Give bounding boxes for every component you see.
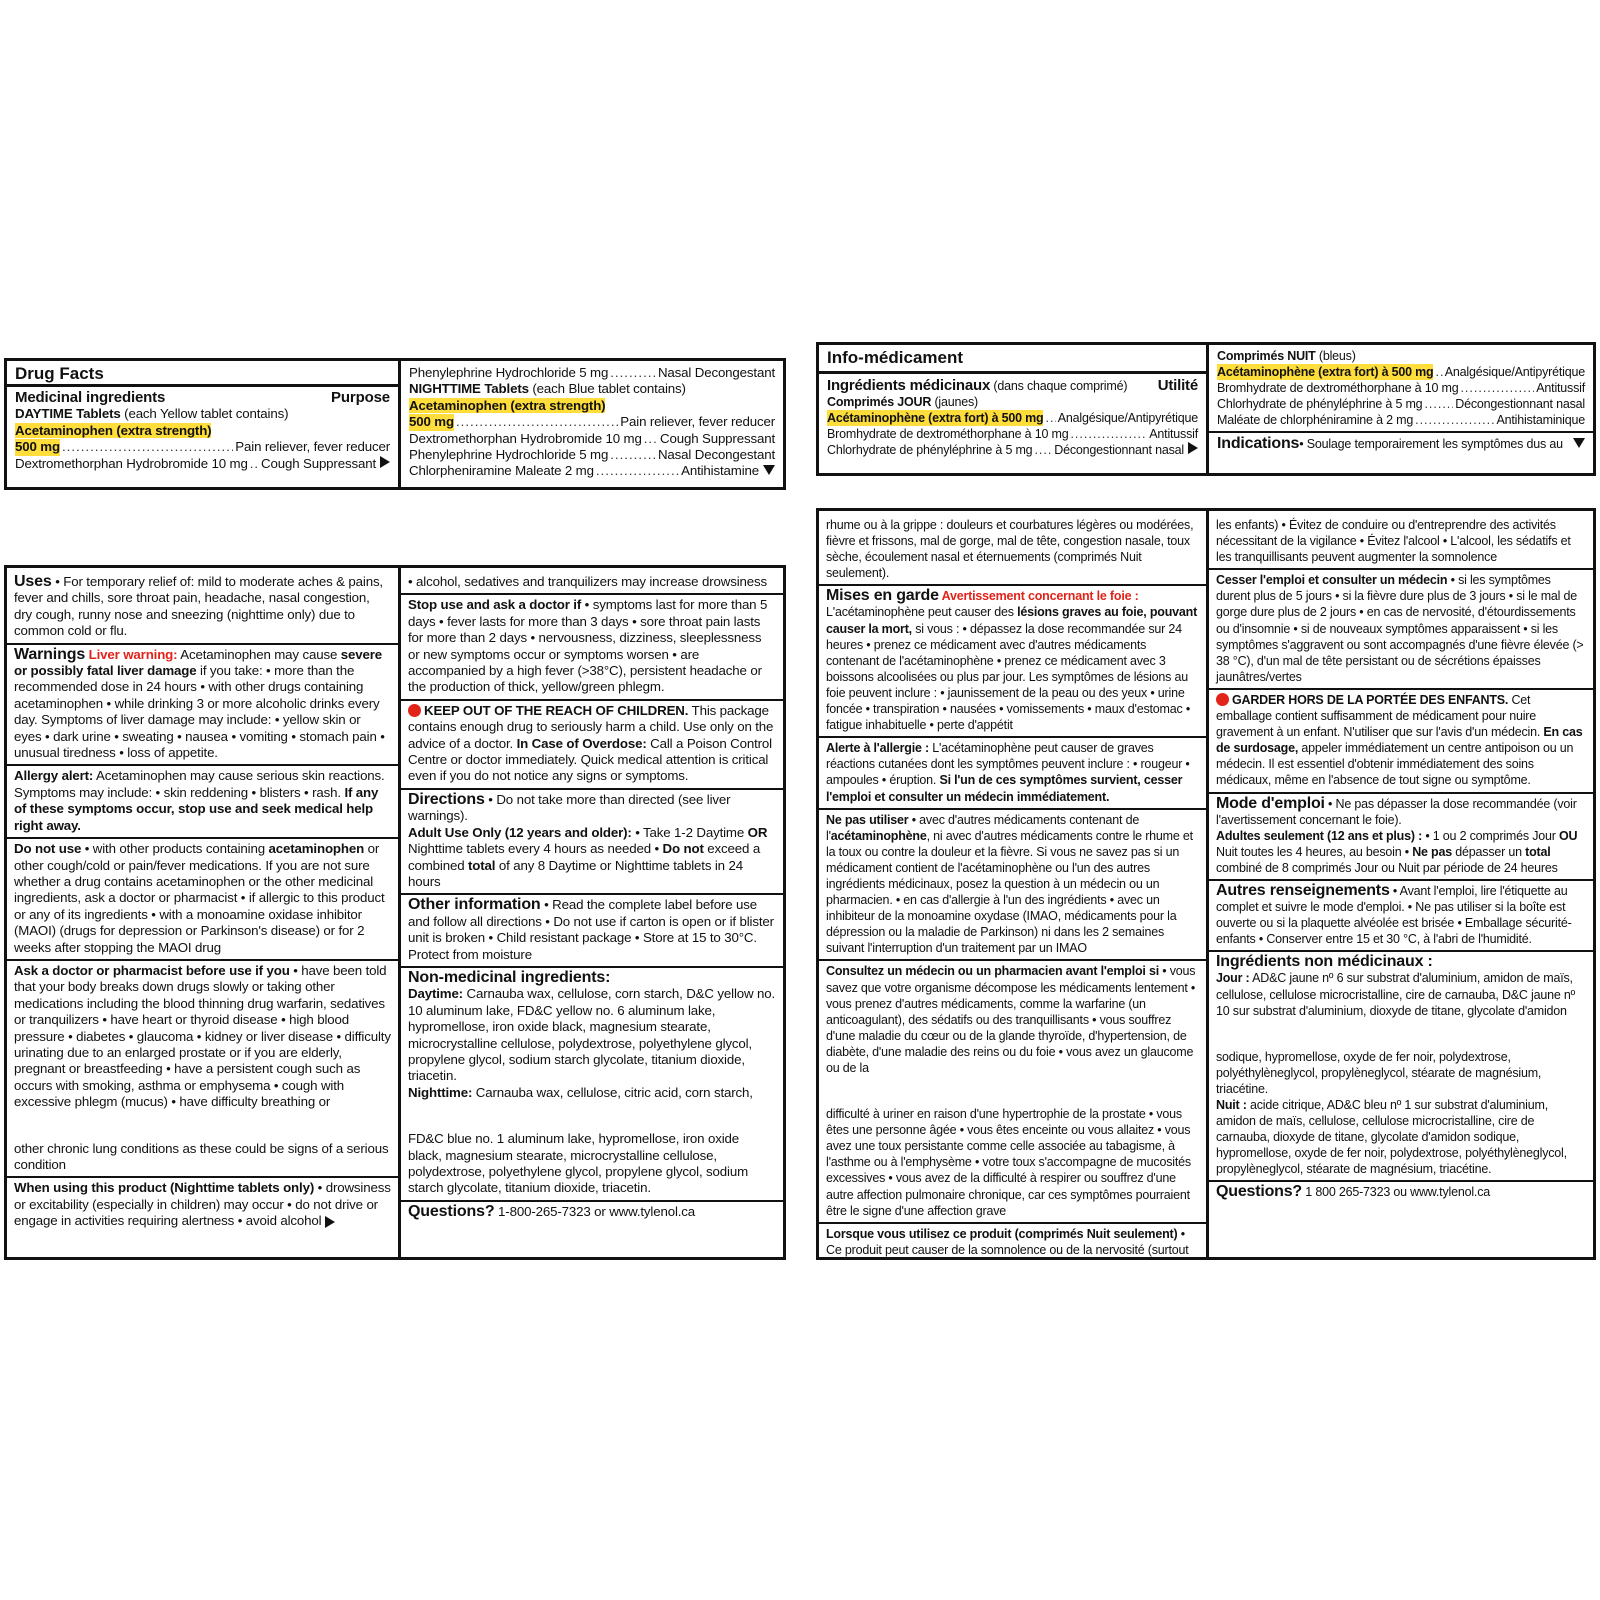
fr-mises-heading: Mises en garde [826, 587, 939, 605]
when-heading: When using this product (Nighttime tablets only) [14, 1180, 315, 1196]
fr-top-left [819, 345, 1206, 473]
daytime-sub: (each Yellow tablet contains) [120, 406, 289, 422]
warnings-heading: Warnings [14, 645, 86, 663]
stop-text: • symptoms last for more than 5 days • fever lasts for more than 3 days • sore throat pain lasts for more than 2 days • nervousness, dizziness, sleeplessness or new symptoms occur or symptoms worsen • are accompanied by a high fever (>38°C), persistent headache or the production of thick, yellow/green phlegm. [408, 597, 768, 695]
med-ingredients-heading: Medicinal ingredients [15, 389, 166, 406]
en-main-right [398, 568, 783, 1257]
fr-garder-bold: En cas de surdosage, [1216, 725, 1583, 756]
fr-analg-night: Analgésique/Antipyrétique [1444, 365, 1585, 380]
fr-alerte-text: L'acétaminophène peut causer de graves réactions cutanées dont les symptômes peuvent inclure : • rougeur • ampoules • éruption. [826, 741, 1190, 788]
do-not-use-heading: Do not use [14, 841, 82, 857]
fr-questions-section [1209, 1182, 1593, 1203]
fr-purpose-heading: Utilité [1157, 377, 1198, 394]
fr-alerte-bold: Si l'un de ces symptômes survient, cesser l'emploi et consulter un médecin immédiatement. [826, 773, 1183, 804]
drug-facts-title: Drug Facts [15, 364, 104, 383]
liver-text-1: Acetaminophen may cause [177, 646, 341, 662]
dir-or: OR [747, 824, 768, 840]
liver-bold: severe or possibly fatal liver damage [14, 646, 383, 679]
acetaminophen-highlight: Acetaminophen (extra strength) [15, 422, 212, 438]
fr-lorsque-text: • Ce produit peut causer de la somnolence ou de la nervosité (surtout [826, 1226, 1189, 1257]
fr-jour-text-2: sodique, hypromellose, oxyde de fer noir, polydextrose, polyéthylèneglycol, propylèneglycol, stéarate de magnésium, triacétine. [1216, 1049, 1542, 1096]
fr-dex: Bromhydrate de dextrométhorphane à 10 mg [827, 427, 1069, 442]
uses-text: • For temporary relief of: mild to moderate aches & pains, fever and chills, sore throat pain, headache, nasal congestion, dry cough, runny nose and sneezing (nighttime only) due to common cold or flu. [14, 574, 383, 639]
warnings-section [7, 645, 398, 767]
fr-top-panel [816, 342, 1596, 476]
ask-heading: Ask a doctor or pharmacist before use if you [14, 962, 290, 978]
fr-garder-heading: GARDER HORS DE LA PORTÉE DES ENFANTS. [1232, 692, 1509, 707]
dir-text-1: • Do not take more than directed (see liver warnings). [408, 791, 731, 824]
non-medicinal-section [401, 968, 783, 1202]
fr-cesser-text: • si les symptômes durent plus de 5 jours • si la fièvre dure plus de 3 jours • si le mal de gorge dure plus de 2 jours • en cas de nervosité, d'étourdissements ou d'insomnie • si de nouveaux symptômes apparaissent • si les symptômes s'aggravent ou sont accompagnés d'une fièvre élevée (> 38 °C), d'un mal de tête persistant ou de sécrétions épaisses jaunâtres/vertes [1216, 573, 1584, 684]
dnu-bold: acetaminophen [268, 841, 365, 857]
dnu-text-1: • with other products containing [81, 841, 269, 857]
purpose-antihist: Antihistamine [681, 463, 759, 479]
daytime-heading: Daytime: [408, 986, 463, 1002]
fr-lorsque-heading: Lorsque vous utilisez ce produit (comprimés Nuit seulement) [826, 1226, 1178, 1241]
fr-antitus-night: Antitussif [1536, 381, 1585, 396]
ingredient-dex-night: Dextromethorphan Hydrobromide 10 mg [409, 430, 642, 446]
fr-med-sub: (dans chaque comprimé) [990, 379, 1128, 393]
fr-analg: Analgésique/Antipyrétique [1057, 411, 1198, 426]
fr-garder-2: appeler immédiatement un centre antipoison ou un médecin. Il est essentiel d'obtenir immédiatement des soins médicaux, même en l'absence de tout signe ou symptôme. [1216, 741, 1574, 788]
fr-main-right [1206, 511, 1593, 1257]
fr-mode-ou: OU [1558, 828, 1578, 843]
purpose-cough-night: Cough Suppressant [660, 430, 775, 446]
fr-autres-section [1209, 881, 1593, 952]
fr-jour-label: Comprimés JOUR [827, 395, 932, 410]
en-top-right [398, 361, 783, 487]
nighttime-label: NIGHTTIME Tablets [409, 381, 529, 397]
arrow-right-icon [380, 456, 390, 468]
fr-dex-night: Bromhydrate de dextrométhorphane à 10 mg [1217, 381, 1459, 396]
other-heading: Other information [408, 896, 541, 914]
fr-consultez-1: • vous savez que votre organisme décompose les médicaments lentement • vous prenez d'autres médicaments, comme la warfarine (un anticoagulant), des sédatifs ou des tranquillisants • vous souffrez d'une maladie du cœur ou de la glande thyroïde, d'hypertension, de diabète, d'une maladie des reins ou du foie • vous avez un glaucome ou de la [826, 964, 1196, 1075]
keep-text-2: Call a Poison Control Centre or doctor immediately. Quick medical attention is critical even if you do not notice any signs or symptoms. [408, 735, 772, 784]
fr-garder-section [1209, 690, 1593, 794]
purpose-pain-night: Pain reliever, fever reducer [620, 414, 775, 430]
fr-mode-heading: Mode d'emploi [1216, 794, 1325, 812]
daytime-label: DAYTIME Tablets [15, 406, 121, 422]
fr-npu-section [819, 810, 1206, 962]
arrow-right-icon-2 [325, 1216, 335, 1228]
fr-foie-2: si vous : • dépassez la dose recommandée sur 24 heures • prenez ce médicament avec d'autres médicaments contenant de l'acétaminophène • prenez ce médicament avec 3 boissons alcoolisées ou plus par jour. Les symptômes de lésions au foie peuvent inclure : • jaunissement de la peau ou des yeux • urine foncée • transpiration • nausées • vomissements • maux d'estomac • fatigue inhabituelle • perte d'appétit [826, 621, 1191, 733]
nighttime-heading: Nighttime: [408, 1084, 473, 1100]
fr-alerte-heading: Alerte à l'allergie : [826, 741, 929, 756]
allergy-section [7, 766, 398, 839]
fr-autres-text: • Avant l'emploi, lire l'étiquette au complet et suivre le mode d'emploi. • Ne pas utiliser si la boîte est ouverte ou si la plaquette alvéolée est brisée • Emballage sécurité-enfants • Conserver entre 15 et 30 °C, à l'abri de l'humidité. [1216, 883, 1572, 947]
en-main-left [7, 568, 398, 1257]
fr-decong-night: Décongestionnant nasal [1455, 397, 1585, 412]
stop-sign-icon-fr [1216, 693, 1229, 706]
fr-cesser-heading: Cesser l'emploi et consulter un médecin [1216, 573, 1448, 588]
fr-nuit-label: Comprimés NUIT [1217, 349, 1316, 363]
fr-foie-label: Avertissement concernant le foie : [938, 589, 1139, 604]
acetaminophen-highlight-night: Acetaminophen (extra strength) [409, 397, 606, 413]
fr-nuit-sub: (bleus) [1315, 349, 1356, 363]
nighttime-text-2: FD&C blue no. 1 aluminum lake, hypromellose, iron oxide black, magnesium stearate, microcrystalline cellulose, polydextrose, polyethylene glycol, propylene glycol, sodium starch glycolate, titanium dioxide, triacetin. [408, 1131, 749, 1196]
allergy-heading: Allergy alert: [14, 768, 94, 784]
fr-mises-section [819, 586, 1206, 738]
purpose-nasal-night: Nasal Decongestant [657, 447, 775, 463]
fr-phen-night: Chlorhydrate de phényléphrine à 5 mg [1217, 397, 1423, 412]
dir-bold: Adult Use Only (12 years and older): [408, 824, 632, 840]
when-text: • drowsiness or excitability (especially in children) may occur • do not drive or engage in activities requiring alertness • avoid alcohol [14, 1180, 391, 1229]
questions-text: 1-800-265-7323 or www.tylenol.ca [494, 1203, 696, 1219]
fr-mode-3: Nuit toutes les 4 heures, au besoin • [1216, 844, 1413, 859]
fr-consultez-2: difficulté à uriner en raison d'une hypertrophie de la prostate • vous êtes une personne âgée • vous êtes enceinte ou vous allaitez • vous avez une toux persistante comme celle associée au tabagisme, à l'asthme ou à l'emphysème • votre toux s'accompagne de mucosités excessives • vous avez de la difficulté à respirer ou souffrez d'une autre affection pulmonaire chronique, car ces symptômes pourraient être le signe d'une affection grave [826, 1107, 1191, 1218]
en-top-panel [4, 358, 786, 490]
fr-mal: Maléate de chlorphéniramine à 2 mg [1217, 413, 1414, 428]
keep-out-section [401, 701, 783, 790]
fr-mode-4: dépasser un [1452, 844, 1526, 859]
purpose-cough: Cough Suppressant [261, 455, 376, 471]
fr-npu-2: , ni avec d'autres médicaments contre le rhume et la toux ou contre la douleur et la fièvre. Si vous ne savez pas si un médicament contient de l'acétaminophène ou l'un des autres ingrédients médicinaux, posez la question à un médecin ou un pharmacien. • en cas d'allergie à l'un des ingrédients • avec un inhibiteur de la monoamine oxydase (IMAO, médicaments pour la dépression ou la maladie de Parkinson) ni dans les 2 semaines suivant l'interruption d'un traitement par un IMAO [826, 828, 1193, 956]
info-medicament-title: Info-médicament [827, 348, 964, 367]
fr-indications-text: • Soulage temporairement les symptômes dus au [1299, 437, 1563, 452]
keep-text-1: This package contains enough drug to seriously harm a child. Use only on the advice of a doctor. [408, 702, 774, 751]
other-text: • Read the complete label before use and follow all directions • Do not use if carton is open or if blister unit is broken • Child resistant package • Store at 15 to 30°C. Protect from moisture [408, 897, 774, 962]
nighttime-sub: (each Blue tablet contains) [528, 381, 686, 397]
stop-use-section [401, 595, 783, 700]
fr-indications-heading: Indications [1217, 435, 1300, 453]
questions-section [401, 1202, 783, 1223]
nighttime-text: Carnauba wax, cellulose, citric acid, corn starch, [472, 1084, 753, 1100]
purpose-pain: Pain reliever, fever reducer [235, 439, 390, 455]
fr-top-right [1206, 345, 1593, 473]
fr-jour-text: AD&C jaune nº 6 sur substrat d'aluminium, amidon de maïs, cellulose, cellulose microcristalline, cire de carnauba, D&C jaune nº 10 sur substrat d'aluminium, dioxyde de titane, glycolate d'amidon [1216, 971, 1575, 1018]
other-info-section [401, 895, 783, 968]
dir-text-5: of any 8 Daytime or Nighttime tablets in 24 hours [408, 857, 743, 889]
fr-nuit-text: acide citrique, AD&C bleu nº 1 sur substrat d'aluminium, amidon de maïs, cellulose, cellulose microcristalline, cire de carnauba, dioxyde de titane, glycolate d'amidon sodique, hypromellose, oxyde de fer noir, polydextrose, polyéthylèneglycol, propylèneglycol, stéarate de magnésium, triacétine. [1216, 1098, 1567, 1177]
arrow-right-icon-3 [1188, 442, 1198, 454]
fr-mode-5: combiné de 8 comprimés Jour ou Nuit par période de 24 heures [1216, 860, 1558, 875]
ingredient-dex: Dextromethorphan Hydrobromide 10 mg [15, 455, 248, 471]
fr-npu-bold: acétaminophène [830, 828, 927, 843]
uses-section [7, 572, 398, 645]
nonmed-heading: Non-medicinal ingredients: [408, 968, 611, 986]
fr-foie-bold: lésions graves au foie, pouvant causer la mort, [826, 605, 1198, 636]
fr-autres-heading: Autres renseignements [1216, 881, 1390, 899]
fr-jour-sub: (jaunes) [931, 395, 979, 410]
en-main-panel [4, 565, 786, 1260]
purpose-nasal: Nasal Decongestant [657, 365, 775, 380]
daytime-text: Carnauba wax, cellulose, corn starch, D&C yellow no. 10 aluminum lake, FD&C yellow no. 6 aluminum lake, hypromellose, iron oxide black, magnesium stearate, microcrystalline cellulose, polydextrose, polyethylene glycol, propylene glycol, sodium starch glycolate, titanium dioxide, triacetin. [408, 986, 776, 1084]
dir-text-3: Nighttime tablets every 4 hours as needed • [408, 841, 663, 857]
do-not-use-section [7, 839, 398, 961]
fr-nonmed-section [1209, 952, 1593, 1182]
directions-section [401, 790, 783, 895]
fr-nuit-heading: Nuit : [1216, 1098, 1247, 1112]
ingredient-phen-night: Phenylephrine Hydrochloride 5 mg [409, 447, 609, 463]
ask-doctor-section [7, 961, 398, 1178]
fr-mode-section [1209, 794, 1593, 881]
mg500-highlight-night: 500 mg [409, 414, 454, 430]
fr-npu-heading: Ne pas utiliser [826, 812, 909, 827]
fr-consultez-section [819, 961, 1206, 1223]
fr-med-heading: Ingrédients médicinaux [827, 377, 991, 394]
questions-heading: Questions? [408, 1202, 495, 1220]
ingredient-chlor: Chlorpheniramine Maleate 2 mg [409, 463, 594, 479]
fr-cesser-section [1209, 570, 1593, 690]
ask-text-1: • have been told that your body breaks down drugs slowly or taking other medications including the blood thinning drug warfarin, sedatives or tranquilizers • have heart or thyroid disease • high blood pressure • diabetes • glaucoma • kidney or liver disease • difficulty urinating due to an enlarged prostate or if you are elderly, pregnant or breastfeeding • have a persistent cough such as occurs with smoking, asthma or emphysema • cough with excessive phlegm (mucus) • have difficulty breathing or [14, 962, 391, 1110]
arrow-down-icon-2 [1573, 438, 1585, 448]
fr-garder-1: Cet emballage contient suffisamment de médicament pour nuire gravement à un enfant. N'utiliser que sur l'avis d'un médecin. [1216, 692, 1544, 740]
fr-mode-1: • Ne pas dépasser la dose recommandée (voir l'avertissement concernant le foie). [1216, 796, 1577, 827]
fr-mode-total: total [1525, 844, 1551, 859]
when-continued: • alcohol, sedatives and tranquilizers may increase drowsiness [401, 572, 783, 595]
liver-text-2: if you take: • more than the recommended dose in 24 hours • with other drugs containing acetaminophen • while drinking 3 or more alcoholic drinks every day. Symptoms of liver damage may include: • yellow skin or eyes • dark urine • sweating • nausea • vomiting • stomach pain • unusual tiredness • loss of appetite. [14, 663, 385, 761]
fr-mode-2: • 1 ou 2 comprimés Jour [1422, 828, 1559, 843]
fr-main-left [819, 511, 1206, 1257]
en-top-left [7, 361, 398, 487]
allergy-bold: If any of these symptoms occur, stop use and seek medical help right away. [14, 784, 379, 833]
fr-consultez-heading: Consultez un médecin ou un pharmacien avant l'emploi si [826, 964, 1160, 979]
ask-text-2: other chronic lung conditions as these could be signs of a serious condition [14, 1140, 389, 1172]
arrow-down-icon [763, 465, 775, 475]
fr-main-panel [816, 508, 1596, 1260]
fr-questions-heading: Questions? [1216, 1183, 1303, 1201]
fr-alerte-section [819, 738, 1206, 809]
keep-bold: In Case of Overdose: [516, 735, 647, 751]
fr-questions-text: 1 800 265-7323 ou www.tylenol.ca [1302, 1185, 1490, 1200]
fr-antitus: Antitussif [1149, 427, 1198, 442]
fr-acet-highlight-night: Acétaminophène (extra fort) à 500 mg [1217, 365, 1434, 380]
fr-lorsque-section [819, 1224, 1206, 1257]
uses-heading: Uses [14, 573, 52, 590]
dir-text-2: • Take 1-2 Daytime [631, 824, 748, 840]
fr-mode-ne-pas: Ne pas [1412, 844, 1452, 859]
dir-text-4: exceed a combined [408, 841, 761, 873]
stop-heading: Stop use and ask a doctor if [408, 597, 582, 613]
ingredient-phen: Phenylephrine Hydrochloride 5 mg [409, 365, 609, 380]
purpose-heading: Purpose [331, 389, 390, 406]
stop-sign-icon [408, 704, 421, 717]
dir-do-not: Do not [662, 841, 704, 857]
liver-warning-label: Liver warning: [85, 646, 178, 662]
directions-heading: Directions [408, 790, 485, 808]
fr-jour-heading: Jour : [1216, 971, 1250, 986]
fr-mode-bold: Adultes seulement (12 ans et plus) : [1216, 828, 1423, 843]
fr-npu-1: • avec d'autres médicaments contenant de l' [826, 812, 1140, 843]
keep-heading: KEEP OUT OF THE REACH OF CHILDREN. [424, 702, 689, 718]
fr-antihist: Antihistaminique [1496, 413, 1585, 428]
fr-nonmed-heading: Ingrédients non médicinaux : [1216, 953, 1433, 971]
allergy-text: Acetaminophen may cause serious skin reactions. Symptoms may include: • skin reddening • blisters • rash. [14, 768, 385, 800]
fr-indications-continued: rhume ou à la grippe : douleurs et courbatures légères ou modérées, fièvre et frissons, mal de gorge, mal de tête, congestion nasale, toux sèche, écoulement nasal et éternuements (comprimés Nuit seulement). [819, 515, 1206, 586]
mg500-highlight: 500 mg [15, 439, 60, 455]
dnu-text-2: or other cough/cold or pain/fever medications. If you are not sure whether a drug contains acetaminophen or the other medicinal ingredients, ask a doctor or pharmacist • if allergic to this product or any of its ingredients • with a monoamine oxidase inhibitor (MAOI) (drugs for depression or Parkinson's disease) or for 2 weeks after stopping the MAOI drug [14, 841, 385, 955]
fr-phen: Chlorhydrate de phényléphrine à 5 mg [827, 443, 1033, 458]
fr-decong: Décongestionnant nasal [1054, 443, 1184, 458]
dir-total: total [468, 857, 496, 873]
fr-acet-highlight: Acétaminophène (extra fort) à 500 mg [827, 411, 1044, 426]
fr-lorsque-continued: les enfants) • Évitez de conduire ou d'entreprendre des activités nécessitant de la vigilance • Évitez l'alcool • L'alcool, les sédatifs et les tranquillisants peuvent augmenter la somnolence [1209, 515, 1593, 570]
when-using-section [7, 1178, 398, 1232]
fr-foie-1: L'acétaminophène peut causer des [826, 605, 1018, 620]
